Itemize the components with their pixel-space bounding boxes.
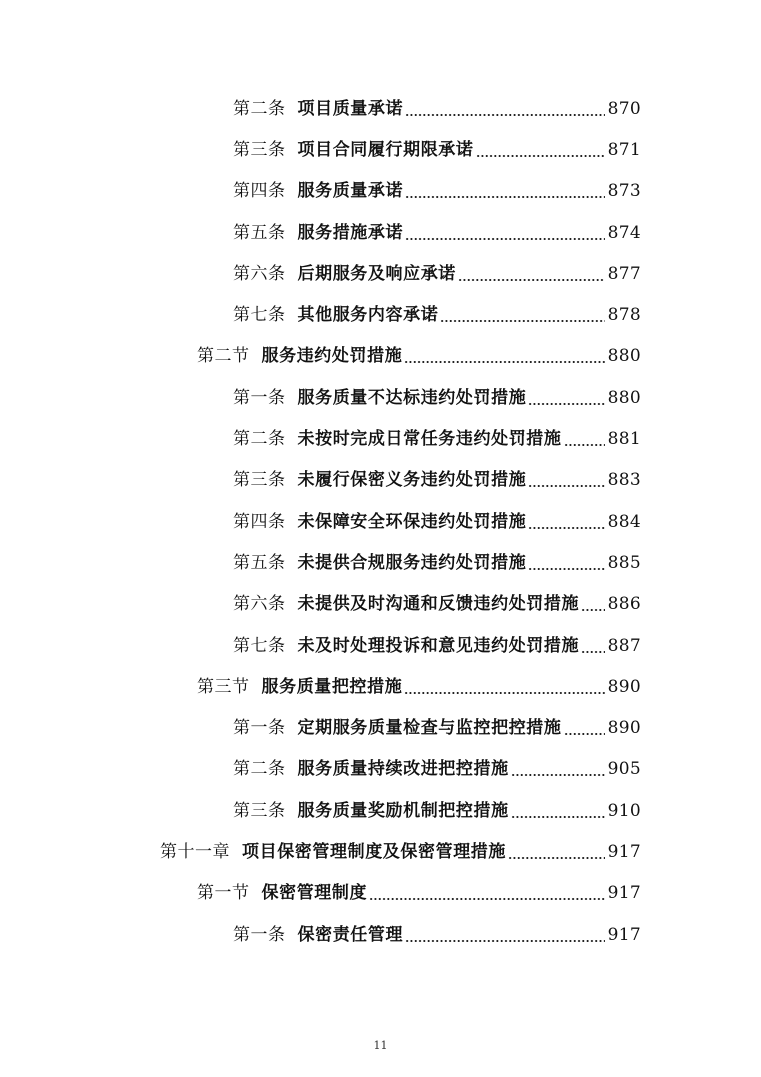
toc-entry-title: 未保障安全环保违约处罚措施 xyxy=(297,511,527,532)
toc-entry[interactable] xyxy=(0,625,761,666)
toc-entry-number: 第七条 xyxy=(233,635,286,656)
toc-entry-page: 878 xyxy=(607,305,641,326)
page-number: 11 xyxy=(373,1039,388,1052)
toc-entry-number: 第四条 xyxy=(233,181,286,202)
toc-entry-number: 第四条 xyxy=(233,511,286,532)
toc-entry-number: 第三条 xyxy=(233,800,286,821)
toc-entry-title: 保密管理制度 xyxy=(261,883,368,904)
toc-entry-number: 第二条 xyxy=(233,759,286,780)
toc-entry[interactable] xyxy=(0,294,761,335)
toc-entry-title: 服务质量把控措施 xyxy=(261,676,403,697)
toc-entry[interactable] xyxy=(0,914,761,955)
toc-entry[interactable] xyxy=(0,212,761,253)
toc-entry-page: 890 xyxy=(607,718,641,739)
toc-entry-title: 项目合同履行期限承诺 xyxy=(297,139,474,160)
toc-entry[interactable] xyxy=(0,253,761,294)
toc-entry-title: 服务违约处罚措施 xyxy=(261,346,403,367)
toc-dot-leader xyxy=(511,773,605,777)
toc-entry-number: 第五条 xyxy=(233,552,286,573)
toc-entry-title: 定期服务质量检查与监控把控措施 xyxy=(297,718,562,739)
toc-entry-page: 881 xyxy=(607,429,641,450)
toc-dot-leader xyxy=(458,278,605,282)
toc-entry-number: 第六条 xyxy=(233,263,286,284)
toc-entry-number: 第三条 xyxy=(233,470,286,491)
toc-entry-title: 未履行保密义务违约处罚措施 xyxy=(297,470,527,491)
toc-entry-page: 871 xyxy=(607,139,641,160)
toc-entry-page: 874 xyxy=(607,222,641,243)
toc-dot-leader xyxy=(508,856,605,860)
toc-entry-number: 第一条 xyxy=(233,387,286,408)
toc-dot-leader xyxy=(405,939,605,943)
toc-entry[interactable] xyxy=(0,831,761,872)
toc-dot-leader xyxy=(528,526,605,530)
toc-dot-leader xyxy=(564,732,606,736)
toc-entry-title: 项目保密管理制度及保密管理措施 xyxy=(242,841,506,862)
toc-dot-leader xyxy=(405,195,605,199)
toc-entry-title: 服务质量持续改进把控措施 xyxy=(297,759,509,780)
toc-entry-title: 未提供及时沟通和反馈违约处罚措施 xyxy=(297,594,580,615)
toc-dot-leader xyxy=(528,484,605,488)
toc-entry-page: 885 xyxy=(607,552,641,573)
toc-entry-number: 第七条 xyxy=(233,305,286,326)
toc-entry-page: 886 xyxy=(607,594,641,615)
toc-entry-page: 917 xyxy=(607,841,641,862)
toc-entry-page: 877 xyxy=(607,263,641,284)
toc-entry-page: 905 xyxy=(607,759,641,780)
table-of-contents xyxy=(0,88,761,955)
toc-entry-page: 890 xyxy=(607,676,641,697)
toc-entry[interactable] xyxy=(0,542,761,583)
toc-entry[interactable] xyxy=(0,377,761,418)
toc-entry[interactable] xyxy=(0,790,761,831)
toc-dot-leader xyxy=(511,815,605,819)
toc-entry-number: 第二节 xyxy=(197,346,250,367)
toc-entry[interactable] xyxy=(0,873,761,914)
toc-entry-number: 第六条 xyxy=(233,594,286,615)
toc-entry-page: 917 xyxy=(607,883,641,904)
toc-entry[interactable] xyxy=(0,88,761,129)
toc-entry[interactable] xyxy=(0,129,761,170)
toc-dot-leader xyxy=(528,567,605,571)
toc-dot-leader xyxy=(405,237,605,241)
toc-dot-leader xyxy=(404,360,605,364)
toc-entry[interactable] xyxy=(0,418,761,459)
toc-entry-page: 883 xyxy=(607,470,641,491)
toc-entry-title: 服务质量承诺 xyxy=(297,181,404,202)
toc-entry-number: 第一条 xyxy=(233,718,286,739)
toc-entry-title: 未提供合规服务违约处罚措施 xyxy=(297,552,527,573)
toc-entry[interactable] xyxy=(0,171,761,212)
toc-entry-title: 服务质量奖励机制把控措施 xyxy=(297,800,509,821)
toc-dot-leader xyxy=(528,402,605,406)
toc-dot-leader xyxy=(405,113,605,117)
toc-entry[interactable] xyxy=(0,460,761,501)
toc-entry-number: 第二条 xyxy=(233,98,286,119)
toc-dot-leader xyxy=(476,154,606,158)
toc-entry-page: 880 xyxy=(607,346,641,367)
toc-entry-title: 未及时处理投诉和意见违约处罚措施 xyxy=(297,635,580,656)
toc-entry[interactable] xyxy=(0,336,761,377)
toc-entry-title: 未按时完成日常任务违约处罚措施 xyxy=(297,429,562,450)
toc-entry-title: 后期服务及响应承诺 xyxy=(297,263,456,284)
toc-entry-title: 其他服务内容承诺 xyxy=(297,305,439,326)
toc-entry-number: 第三条 xyxy=(233,139,286,160)
toc-entry-number: 第十一章 xyxy=(160,841,230,862)
toc-entry-title: 项目质量承诺 xyxy=(297,98,404,119)
toc-dot-leader xyxy=(564,443,606,447)
toc-entry-number: 第一节 xyxy=(197,883,250,904)
toc-dot-leader xyxy=(581,608,605,612)
toc-entry[interactable] xyxy=(0,749,761,790)
toc-entry-page: 873 xyxy=(607,181,641,202)
toc-entry[interactable] xyxy=(0,584,761,625)
toc-entry-number: 第五条 xyxy=(233,222,286,243)
toc-entry-page: 917 xyxy=(607,924,641,945)
toc-entry-title: 服务质量不达标违约处罚措施 xyxy=(297,387,527,408)
toc-entry-number: 第一条 xyxy=(233,924,286,945)
toc-entry[interactable] xyxy=(0,501,761,542)
toc-entry[interactable] xyxy=(0,666,761,707)
toc-dot-leader xyxy=(404,691,605,695)
toc-entry-number: 第三节 xyxy=(197,676,250,697)
toc-entry-page: 870 xyxy=(607,98,641,119)
toc-entry-page: 887 xyxy=(607,635,641,656)
toc-entry-page: 910 xyxy=(607,800,641,821)
toc-entry-page: 884 xyxy=(607,511,641,532)
toc-entry-title: 服务措施承诺 xyxy=(297,222,404,243)
toc-entry[interactable] xyxy=(0,707,761,748)
toc-entry-number: 第二条 xyxy=(233,429,286,450)
toc-entry-title: 保密责任管理 xyxy=(297,924,404,945)
toc-dot-leader xyxy=(369,897,605,901)
toc-dot-leader xyxy=(440,319,605,323)
toc-dot-leader xyxy=(581,650,605,654)
toc-entry-page: 880 xyxy=(607,387,641,408)
